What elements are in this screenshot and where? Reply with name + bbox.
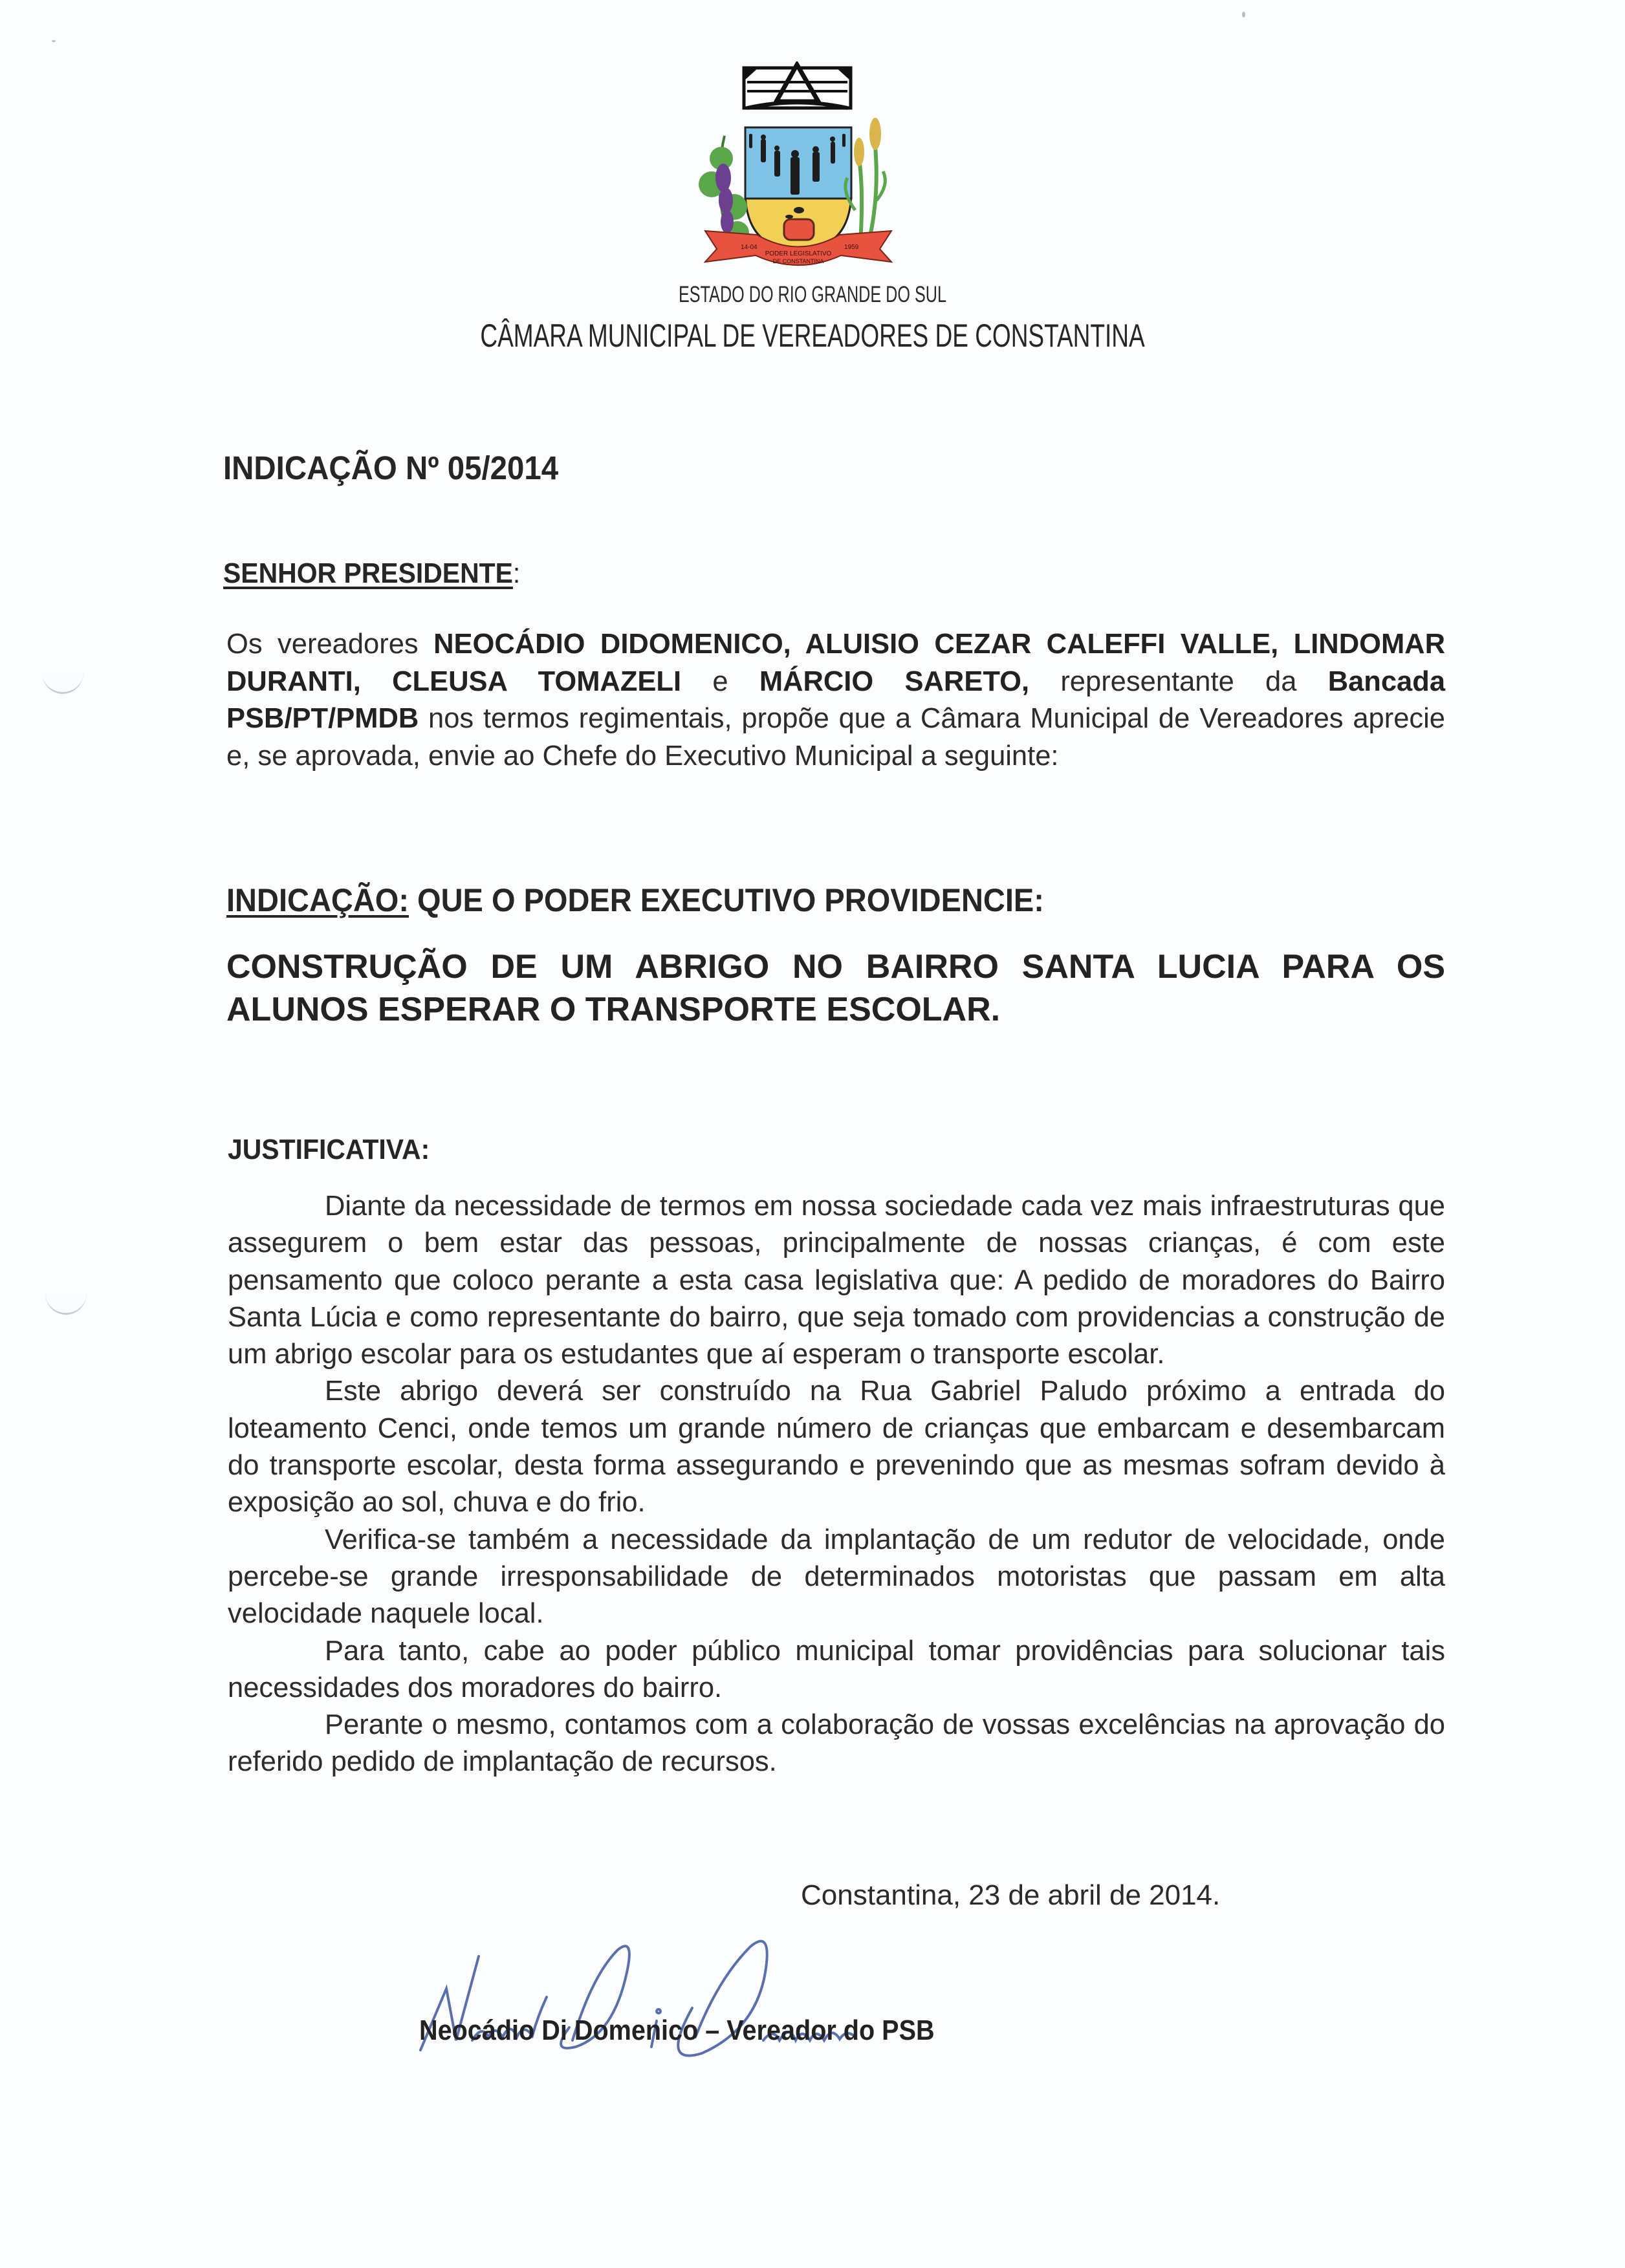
handwritten-signature <box>401 1930 1048 2073</box>
signer-name: Neocádio Di Domenico – Vereador do PSB <box>419 2014 935 2046</box>
council-member-last: MÁRCIO SARETO, <box>759 665 1030 697</box>
ribbon-motto-line2: DE CONSTANTINA <box>772 258 824 265</box>
chamber-heading: CÂMARA MUNICIPAL DE VEREADORES DE CONSTANTINA <box>480 318 1145 354</box>
council-members: NEOCÁDIO DIDOMENICO, ALUISIO CEZAR CALEFFI VALLE, LINDOMAR DURANTI, CLEUSA TOMAZELI <box>226 629 1446 697</box>
salutation-text: SENHOR PRESIDENTE <box>223 557 513 589</box>
indication-body: CONSTRUÇÃO DE UM ABRIGO NO BAIRRO SANTA LUCIA PARA OS ALUNOS ESPERAR O TRANSPORTE ESCOLAR. <box>226 948 1445 1028</box>
punch-hole <box>45 1293 87 1315</box>
intro-text: e <box>681 665 759 697</box>
justification-body <box>228 1188 1445 1781</box>
indication-label: INDICAÇÃO: <box>226 882 409 918</box>
justification-paragraph: Este abrigo deverá ser construído na Rua Gabriel Paludo próximo a entrada do loteamento Cenci, onde temos um grande número de crianças que embarcam e desembarcam do transporte escolar, desta forma assegurando e prevenindo que as mesmas sofram devido à exposição ao sol, chuva e do frio. <box>228 1376 1445 1518</box>
document-title: INDICAÇÃO Nº 05/2014 <box>223 449 559 486</box>
justification-paragraph: Diante da necessidade de termos em nossa sociedade cada vez mais infraestruturas que assegurem o bem estar das pessoas, principalmente de nossas crianças, é com este pensamento que coloco perante a esta casa legislativa que: A pedido de moradores do Bairro Santa Lúcia e como representante do bairro, que seja tomado com providencias a construção de um abrigo escolar para os estudantes que aí esperam o transporte escolar. <box>228 1191 1445 1370</box>
shield <box>745 127 851 250</box>
intro-text: nos termos regimentais, propõe que a Câmara Municipal de Vereadores aprecie e, se aprovada, envie ao Chefe do Executivo Municipal a seguinte: <box>226 703 1445 772</box>
punch-hole <box>42 673 83 694</box>
salutation <box>223 557 520 590</box>
state-heading: ESTADO DO RIO GRANDE DO SUL <box>679 282 946 307</box>
date-location: Constantina, 23 de abril de 2014. <box>801 1879 1221 1911</box>
party-bench: Bancada PSB/PT/PMDB <box>226 665 1446 734</box>
coat-of-arms-emblem <box>686 61 964 281</box>
indication-heading <box>226 881 1044 919</box>
crown-battlement-icon <box>744 65 851 108</box>
indication-heading-text: QUE O PODER EXECUTIVO PROVIDENCIE: <box>408 882 1044 918</box>
justification-title: JUSTIFICATIVA: <box>228 1134 430 1165</box>
grapevine-icon <box>699 136 749 246</box>
ribbon-motto-line1: PODER LEGISLATIVO <box>765 250 832 257</box>
scan-speck <box>52 40 56 42</box>
justification-paragraph: Perante o mesmo, contamos com a colaboração de vossas excelências na aprovação do referido pedido de implantação de recursos. <box>228 1709 1445 1778</box>
intro-text: Os vereadores <box>226 629 434 660</box>
ribbon-date-right: 1959 <box>844 244 859 251</box>
intro-text: representante da <box>1029 665 1328 697</box>
salutation-colon: : <box>512 557 521 589</box>
justification-paragraph: Para tanto, cabe ao poder público municipal tomar providências para solucionar tais necessidades dos moradores do bairro. <box>228 1635 1445 1703</box>
intro-paragraph <box>226 626 1445 775</box>
ribbon-date-left: 14-04 <box>741 244 758 251</box>
justification-paragraph: Verifica-se também a necessidade da implantação de um redutor de velocidade, onde percebe-se grande irresponsabilidade de determinados motoristas que passam em alta velocidade naquele local. <box>228 1524 1445 1630</box>
scan-speck <box>1242 12 1245 17</box>
